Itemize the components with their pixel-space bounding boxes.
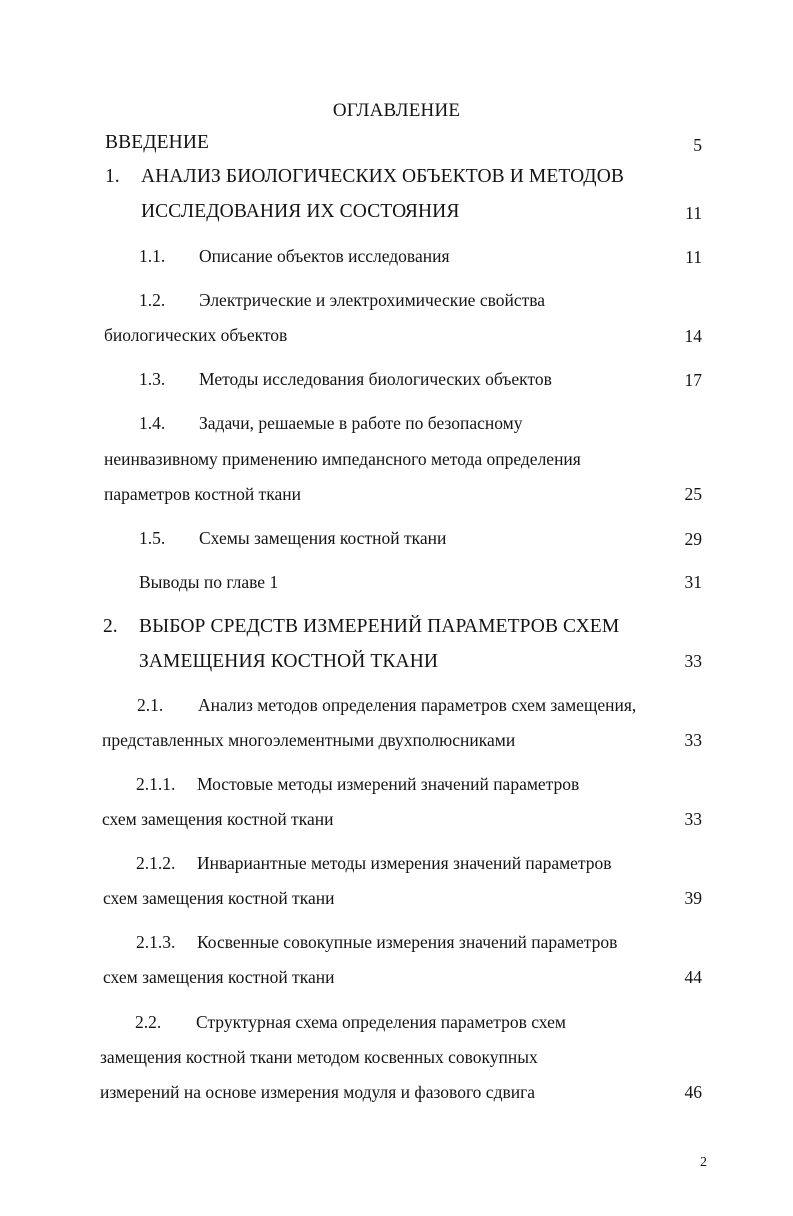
- toc-2-1-1-number: 2.1.1.: [136, 774, 176, 794]
- toc-1-3-page: 17: [684, 370, 702, 390]
- toc-2-1-page: 33: [684, 730, 702, 750]
- page-number: 2: [700, 1155, 707, 1170]
- toc-2-1-line1: Анализ методов определения параметров схем замещения,: [198, 695, 637, 715]
- toc-1-3-number: 1.3.: [139, 369, 166, 389]
- toc-1-1-page: 11: [685, 247, 702, 267]
- toc-2-1-number: 2.1.: [137, 695, 164, 715]
- toc-2-1-3-line2: схем замещения костной ткани: [103, 967, 335, 987]
- toc-1-2-line2: биологических объектов: [104, 325, 288, 345]
- toc-2-1-3-page: 44: [684, 967, 702, 987]
- toc-1-4-number: 1.4.: [139, 413, 166, 433]
- toc-2-1-1-line1: Мостовые методы измерений значений параметров: [197, 774, 580, 794]
- toc-2-1-3-line1: Косвенные совокупные измерения значений параметров: [197, 932, 618, 952]
- toc-1-1-line1: Описание объектов исследования: [199, 246, 450, 266]
- toc-ch1-number: 1.: [105, 166, 120, 187]
- toc-2-2-line3: измерений на основе измерения модуля и фазового сдвига: [100, 1082, 536, 1102]
- toc-2-1-2-number: 2.1.2.: [136, 853, 176, 873]
- toc-1-5-page: 29: [684, 529, 702, 549]
- toc-ch2-page: 33: [684, 651, 702, 671]
- toc-1-4-line1: Задачи, решаемые в работе по безопасному: [199, 413, 523, 433]
- toc-2-1-2-page: 39: [684, 888, 702, 908]
- toc-1-4-line2: неинвазивному применению импедансного метода определения: [104, 449, 581, 469]
- toc-2-1-2-line1: Инвариантные методы измерения значений параметров: [197, 853, 612, 873]
- toc-ch1-line2: ИССЛЕДОВАНИЯ ИХ СОСТОЯНИЯ: [141, 201, 460, 222]
- toc-1-3-line1: Методы исследования биологических объектов: [199, 369, 552, 389]
- toc-2-1-2-line2: схем замещения костной ткани: [103, 888, 335, 908]
- toc-1-2-page: 14: [684, 326, 702, 346]
- toc-ch1-page: 11: [685, 203, 702, 223]
- toc-1-1-number: 1.1.: [139, 246, 166, 266]
- toc-conclusions-1-page: 31: [684, 572, 702, 592]
- toc-ch2-line2: ЗАМЕЩЕНИЯ КОСТНОЙ ТКАНИ: [139, 651, 439, 672]
- toc-heading: ОГЛАВЛЕНИЕ: [332, 100, 461, 121]
- toc-1-4-page: 25: [684, 484, 702, 504]
- toc-1-5-line1: Схемы замещения костной ткани: [199, 528, 447, 548]
- toc-2-1-3-number: 2.1.3.: [136, 932, 176, 952]
- toc-entry-intro-title: ВВЕДЕНИЕ: [105, 132, 210, 153]
- toc-2-1-1-page: 33: [684, 809, 702, 829]
- toc-conclusions-1-title: Выводы по главе 1: [139, 572, 279, 592]
- toc-2-2-number: 2.2.: [135, 1012, 162, 1032]
- toc-2-2-line2: замещения костной ткани методом косвенных совокупных: [100, 1047, 538, 1067]
- toc-1-4-line3: параметров костной ткани: [104, 484, 301, 504]
- toc-entry-intro-page: 5: [693, 135, 702, 155]
- toc-1-2-line1: Электрические и электрохимические свойства: [199, 290, 546, 310]
- toc-1-2-number: 1.2.: [139, 290, 166, 310]
- toc-ch1-line1: АНАЛИЗ БИОЛОГИЧЕСКИХ ОБЪЕКТОВ И МЕТОДОВ: [141, 166, 624, 187]
- toc-2-1-1-line2: схем замещения костной ткани: [102, 809, 334, 829]
- toc-1-5-number: 1.5.: [139, 528, 166, 548]
- toc-2-1-line2: представленных многоэлементными двухполюсниками: [102, 730, 516, 750]
- toc-2-2-line1: Структурная схема определения параметров схем: [196, 1012, 566, 1032]
- toc-ch2-line1: ВЫБОР СРЕДСТВ ИЗМЕРЕНИЙ ПАРАМЕТРОВ СХЕМ: [139, 616, 620, 637]
- toc-ch2-number: 2.: [103, 616, 118, 637]
- toc-2-2-page: 46: [684, 1082, 702, 1102]
